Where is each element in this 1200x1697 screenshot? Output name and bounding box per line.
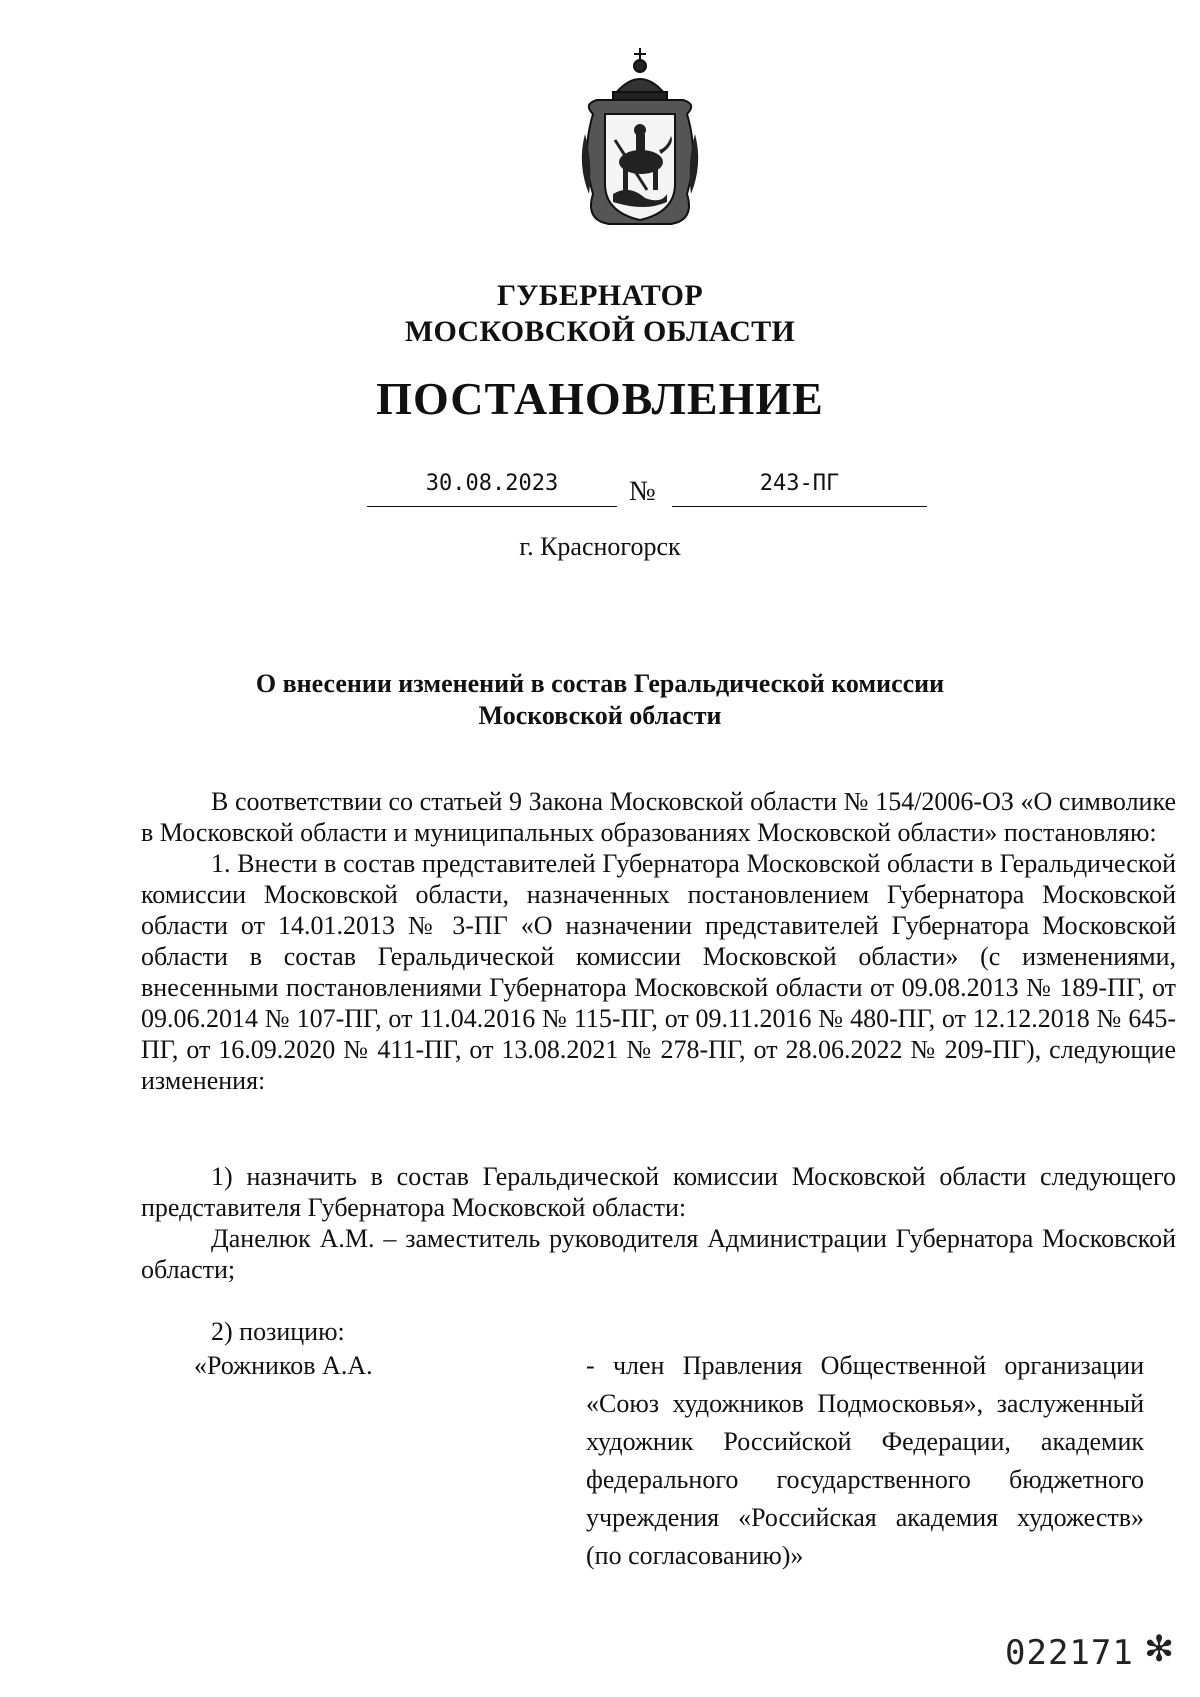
authority-line-1: ГУБЕРНАТОР	[497, 279, 703, 312]
issuing-authority	[0, 278, 1200, 350]
subitem-2-heading: 2) позицию:	[211, 1317, 345, 1346]
document-number: 243-ПГ	[672, 470, 927, 507]
document-subject	[0, 668, 1200, 732]
body-subitem-1	[141, 1161, 1176, 1285]
serial-number: 022171	[1005, 1633, 1134, 1673]
document-date: 30.08.2023	[367, 470, 617, 507]
document-type-title: ПОСТАНОВЛЕНИЕ	[376, 373, 824, 424]
document-city: г. Красногорск	[519, 532, 681, 561]
position-description-text: - член Правления Общественной организации «Союз художников Подмосковья», заслуженный художник Российской Федерации, академик федерального государственного бюджетного учреждения «Российская академия художеств» (по согласованию)»	[586, 1351, 1144, 1570]
asterisk-mark-icon: ✻	[1144, 1629, 1175, 1669]
preamble-paragraph: В соответствии со статьей 9 Закона Московской области № 154/2006-ОЗ «О символике в Московской области и муниципальных образованиях Московской области» постановляю:	[141, 787, 1176, 847]
position-person-name: «Рожников А.А.	[194, 1351, 373, 1380]
registration-line	[367, 470, 927, 510]
item-1-paragraph: 1. Внести в состав представителей Губернатора Московской области в Геральдической комиссии Московской области, назначенных постановлением Губернатора Московской области от 14.01.2013 № 3-ПГ «О назначении представителей Губернатора Московской области в состав Геральдической комиссии Московской области» (с изменениями, внесенными постановлениями Губернатора Московской области от 09.08.2013 № 189-ПГ, от 09.06.2014 № 107-ПГ, от 11.04.2016 № 115-ПГ, от 09.11.2016 № 480-ПГ, от 12.12.2018 № 645-ПГ, от 16.09.2020 № 411-ПГ, от 13.08.2021 № 278-ПГ, от 28.06.2022 № 209-ПГ), следующие изменения:	[141, 849, 1176, 1095]
authority-line-2: МОСКОВСКОЙ ОБЛАСТИ	[404, 315, 796, 348]
subject-line-2: Московской области	[478, 701, 722, 730]
subitem-1-person: Данелюк А.М. – заместитель руководителя Администрации Губернатора Московской области;	[141, 1224, 1176, 1284]
subject-line-1: О внесении изменений в состав Геральдической комиссии	[255, 669, 945, 698]
position-description	[586, 1347, 1144, 1575]
body-subitem-2	[141, 1316, 1176, 1347]
number-sign: №	[629, 476, 656, 507]
subitem-1-paragraph: 1) назначить в состав Геральдической комиссии Московской области следующего представителя Губернатора Московской области:	[141, 1162, 1176, 1222]
body-main	[141, 786, 1176, 1096]
coat-of-arms-emblem	[575, 44, 705, 236]
